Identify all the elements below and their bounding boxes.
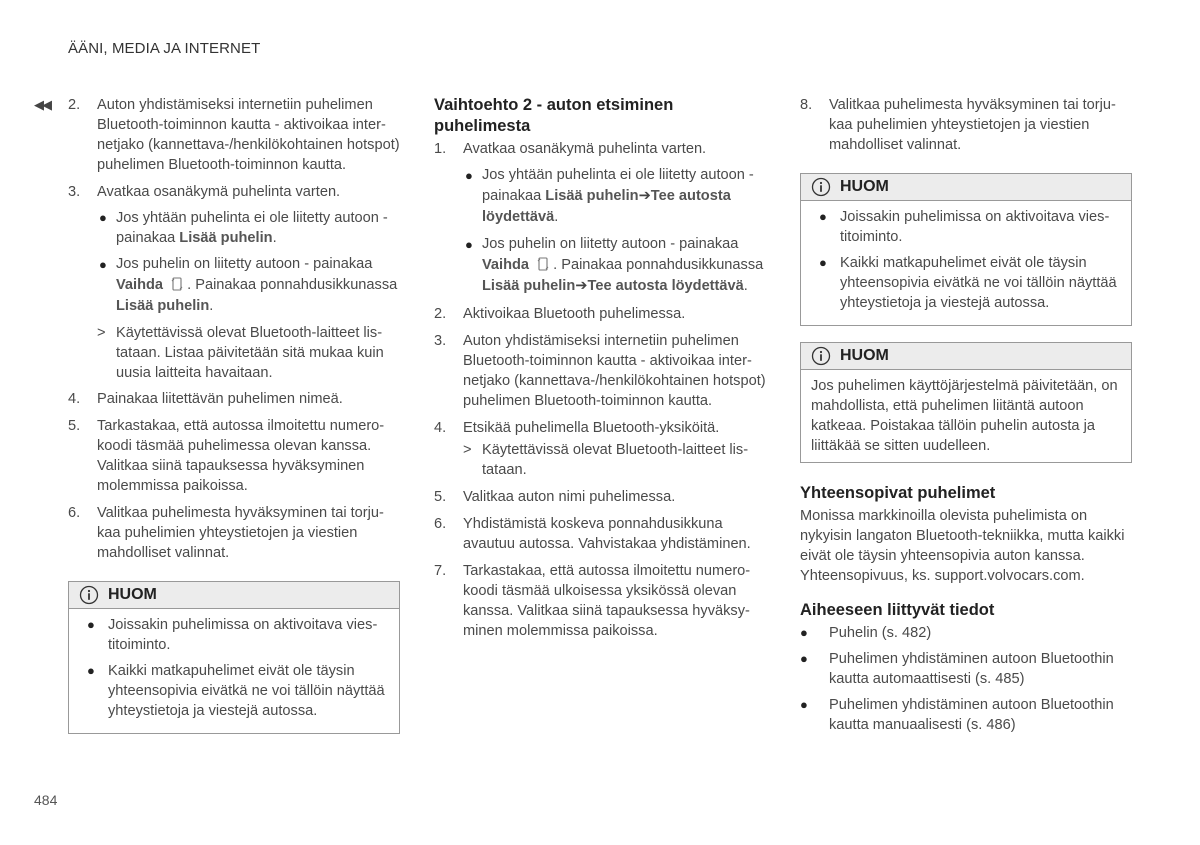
step-list <box>800 95 1132 155</box>
phone-switch-icon <box>170 275 184 293</box>
note-body <box>801 370 1131 462</box>
related-link[interactable] <box>800 623 1132 643</box>
step-list <box>68 95 400 563</box>
bullet-list <box>463 165 766 297</box>
related-link[interactable] <box>800 695 1132 735</box>
note-title: HUOM <box>840 178 889 195</box>
bullet-text: Kaikki matkapuhelimet eivät ole täysin yhteensopivia eivätkä ne voi tällöin näyttää yhteystietoja ja viestejä autossa. <box>840 255 1117 311</box>
column-3 <box>800 95 1132 741</box>
step-number: 2. <box>434 306 447 322</box>
note-body <box>801 201 1131 325</box>
step-text: Tarkastakaa, että autossa ilmoitettu numerokoodi täsmää puhelimessa olevan kanssa. Valitkaa siinä tapauksessa hyväksyminen molemmissa paikoissa. <box>97 418 385 494</box>
bullet-text: Joissakin puhelimissa on aktivoitava viestitoiminto. <box>840 209 1110 245</box>
page-header: ÄÄNI, MEDIA JA INTERNET <box>68 40 261 57</box>
bullet-list <box>811 207 1121 313</box>
step-number: 8. <box>800 97 813 113</box>
step-4 <box>434 418 766 480</box>
bullet-list <box>97 208 400 317</box>
bullet-text: Jos puhelin on liitetty autoon - painakaa <box>116 256 373 272</box>
step-7 <box>434 561 766 641</box>
bullet-text: Jos yhtään puhelinta ei ole liitetty autoon - painakaa <box>116 210 388 246</box>
note-title: HUOM <box>108 586 157 603</box>
step-text: Auton yhdistämiseksi internetiin puhelimen Bluetooth-toiminnon kautta - aktivoikaa internetjako (kannettava-/henkilökohtainen hotspot) puhelimen Bluetooth-toiminnon kautta. <box>97 97 400 173</box>
bullet-list <box>79 615 389 721</box>
bullet-text-end: . <box>743 278 748 294</box>
bullet-text: Jos puhelin on liitetty autoon - painakaa <box>482 236 739 252</box>
result-arrow-icon: > <box>463 442 472 458</box>
bullet-text-end: . <box>272 230 277 246</box>
ui-label-make-discoverable: Tee autosta löydettävä <box>587 278 744 294</box>
step-5 <box>434 487 766 507</box>
note-box <box>800 173 1132 326</box>
note-header <box>801 343 1131 370</box>
compat-text: Monissa markkinoilla olevista puhelimista on nykyisin langaton Bluetooth-tekniikka, mutta kaikki eivät ole täysin yhteensopivia auton kanssa. Yhteensopivuus, ks. support.volvocars.com. <box>800 508 1125 584</box>
step-text: Aktivoikaa Bluetooth puhelimessa. <box>463 306 686 322</box>
note-title: HUOM <box>840 347 889 364</box>
step-5 <box>68 416 400 496</box>
bullet-icon: ● <box>800 651 808 666</box>
list-item <box>811 253 1121 313</box>
ui-label-switch: Vaihda <box>116 277 164 293</box>
section-heading: Yhteensopivat puhelimet <box>800 484 996 502</box>
note-body <box>69 609 399 733</box>
related-link-text[interactable]: Puhelimen yhdistäminen autoon Bluetoothin kautta automaattisesti (s. 485) <box>829 651 1114 687</box>
ui-label-add-phone: Lisää puhelin <box>179 230 273 246</box>
bullet-text: Joissakin puhelimissa on aktivoitava viestitoiminto. <box>108 617 378 653</box>
step-number: 5. <box>68 418 81 434</box>
list-item <box>97 208 400 248</box>
step-number: 4. <box>68 391 81 407</box>
section-heading: Aiheeseen liittyvät tiedot <box>800 601 995 619</box>
step-number: 5. <box>434 489 447 505</box>
note-header <box>801 174 1131 201</box>
step-number: 2. <box>68 97 81 113</box>
step-text: Avatkaa osanäkymä puhelinta varten. <box>97 184 341 200</box>
note-header <box>69 582 399 609</box>
bullet-icon: ● <box>800 697 808 712</box>
step-6 <box>434 514 766 554</box>
step-text: Valitkaa puhelimesta hyväksyminen tai torjukaa puhelimien yhteystietojen ja viestien mahdolliset valinnat. <box>829 97 1116 153</box>
step-text: Valitkaa auton nimi puhelimessa. <box>463 489 676 505</box>
ui-label-make-discoverable: Tee autosta löydettävä <box>482 188 731 225</box>
step-text: Auton yhdistämiseksi internetiin puhelimen Bluetooth-toiminnon kautta - aktivoikaa internetjako (kannettava-/henkilökohtainen hotspot) puhelimen Bluetooth-toiminnon kautta. <box>463 333 766 409</box>
step-text: Etsikää puhelimella Bluetooth-yksiköitä. <box>463 420 720 436</box>
bullet-icon: ● <box>819 209 827 224</box>
phone-switch-icon <box>536 255 550 273</box>
bullet-icon: ● <box>465 237 473 252</box>
bullet-icon: ● <box>465 168 473 183</box>
step-result <box>463 440 766 480</box>
page-number: 484 <box>34 792 58 808</box>
list-item <box>79 615 389 655</box>
ui-label-switch: Vaihda <box>482 257 530 273</box>
step-number: 1. <box>434 141 447 157</box>
step-number: 7. <box>434 563 447 579</box>
step-8 <box>800 95 1132 155</box>
bullet-icon: ● <box>99 257 107 272</box>
step-number: 3. <box>68 184 81 200</box>
step-3 <box>434 331 766 411</box>
result-arrow-icon: > <box>97 325 106 341</box>
related-link-text[interactable]: Puhelin (s. 482) <box>829 625 932 641</box>
note-text: Jos puhelimen käyttöjärjestelmä päivitetään, on mahdollista, että puhelimen liitäntä autoon katkeaa. Poistakaa tällöin puhelin autosta ja liittäkää se sitten uudelleen. <box>811 378 1118 454</box>
list-item <box>79 661 389 721</box>
continuation-icon: ◀◀ <box>34 97 50 112</box>
related-list <box>800 623 1132 735</box>
result-text: Käytettävissä olevat Bluetooth-laitteet listataan. <box>482 442 749 478</box>
result-text: Käytettävissä olevat Bluetooth-laitteet listataan. Listaa päivitetään sitä mukaa kuin uusia laitteita havaitaan. <box>116 325 384 381</box>
step-text: Painakaa liitettävän puhelimen nimeä. <box>97 391 343 407</box>
step-text: Avatkaa osanäkymä puhelinta varten. <box>463 141 707 157</box>
section-heading: Vaihtoehto 2 - auton etsiminen puhelimesta <box>434 96 674 135</box>
right-arrow-icon: ➔ <box>638 188 651 204</box>
bullet-text-mid: . Painakaa ponnahdusikkunassa <box>553 257 764 273</box>
info-circle-icon <box>811 346 831 366</box>
column-2 <box>434 95 766 648</box>
step-result <box>97 323 400 383</box>
right-arrow-icon: ➔ <box>575 278 588 294</box>
ui-label-add-phone: Lisää puhelin <box>116 298 210 314</box>
note-box <box>800 342 1132 463</box>
ui-label-add-phone: Lisää puhelin <box>482 278 576 294</box>
bullet-icon: ● <box>800 625 808 640</box>
step-3 <box>68 182 400 383</box>
info-circle-icon <box>79 585 99 605</box>
related-link-text[interactable]: Puhelimen yhdistäminen autoon Bluetoothin kautta manuaalisesti (s. 486) <box>829 697 1114 733</box>
step-number: 4. <box>434 420 447 436</box>
bullet-text-end: . <box>554 209 559 225</box>
info-circle-icon <box>811 177 831 197</box>
bullet-text: Kaikki matkapuhelimet eivät ole täysin yhteensopivia eivätkä ne voi tällöin näyttää yhteystietoja ja viestejä autossa. <box>108 663 385 719</box>
step-number: 6. <box>68 505 81 521</box>
list-item <box>463 234 766 297</box>
list-item <box>463 165 766 228</box>
step-6 <box>68 503 400 563</box>
related-link[interactable] <box>800 649 1132 689</box>
ui-label-add-phone: Lisää puhelin <box>545 188 639 204</box>
step-1 <box>434 139 766 297</box>
bullet-icon: ● <box>819 255 827 270</box>
list-item <box>97 254 400 317</box>
step-2 <box>434 304 766 324</box>
bullet-text-mid: . Painakaa ponnahdusikkunassa <box>187 277 398 293</box>
step-4 <box>68 389 400 409</box>
step-list <box>434 139 766 641</box>
column-1 <box>68 95 400 750</box>
bullet-icon: ● <box>87 663 95 678</box>
note-box <box>68 581 400 734</box>
step-text: Valitkaa puhelimesta hyväksyminen tai torjukaa puhelimien yhteystietojen ja viestien mahdolliset valinnat. <box>97 505 384 561</box>
bullet-icon: ● <box>99 210 107 225</box>
list-item <box>811 207 1121 247</box>
step-2 <box>68 95 400 175</box>
step-text: Tarkastakaa, että autossa ilmoitettu numerokoodi täsmää ulkoisessa yksikössä olevan kanssa. Valitkaa siinä tapauksessa hyväksyminen molemmissa paikoissa. <box>463 563 751 639</box>
bullet-text: Jos yhtään puhelinta ei ole liitetty autoon - painakaa <box>482 167 754 204</box>
bullet-text-end: . <box>209 298 214 314</box>
step-text: Yhdistämistä koskeva ponnahdusikkuna avautuu autossa. Vahvistakaa yhdistäminen. <box>463 516 751 552</box>
step-number: 6. <box>434 516 447 532</box>
bullet-icon: ● <box>87 617 95 632</box>
step-number: 3. <box>434 333 447 349</box>
